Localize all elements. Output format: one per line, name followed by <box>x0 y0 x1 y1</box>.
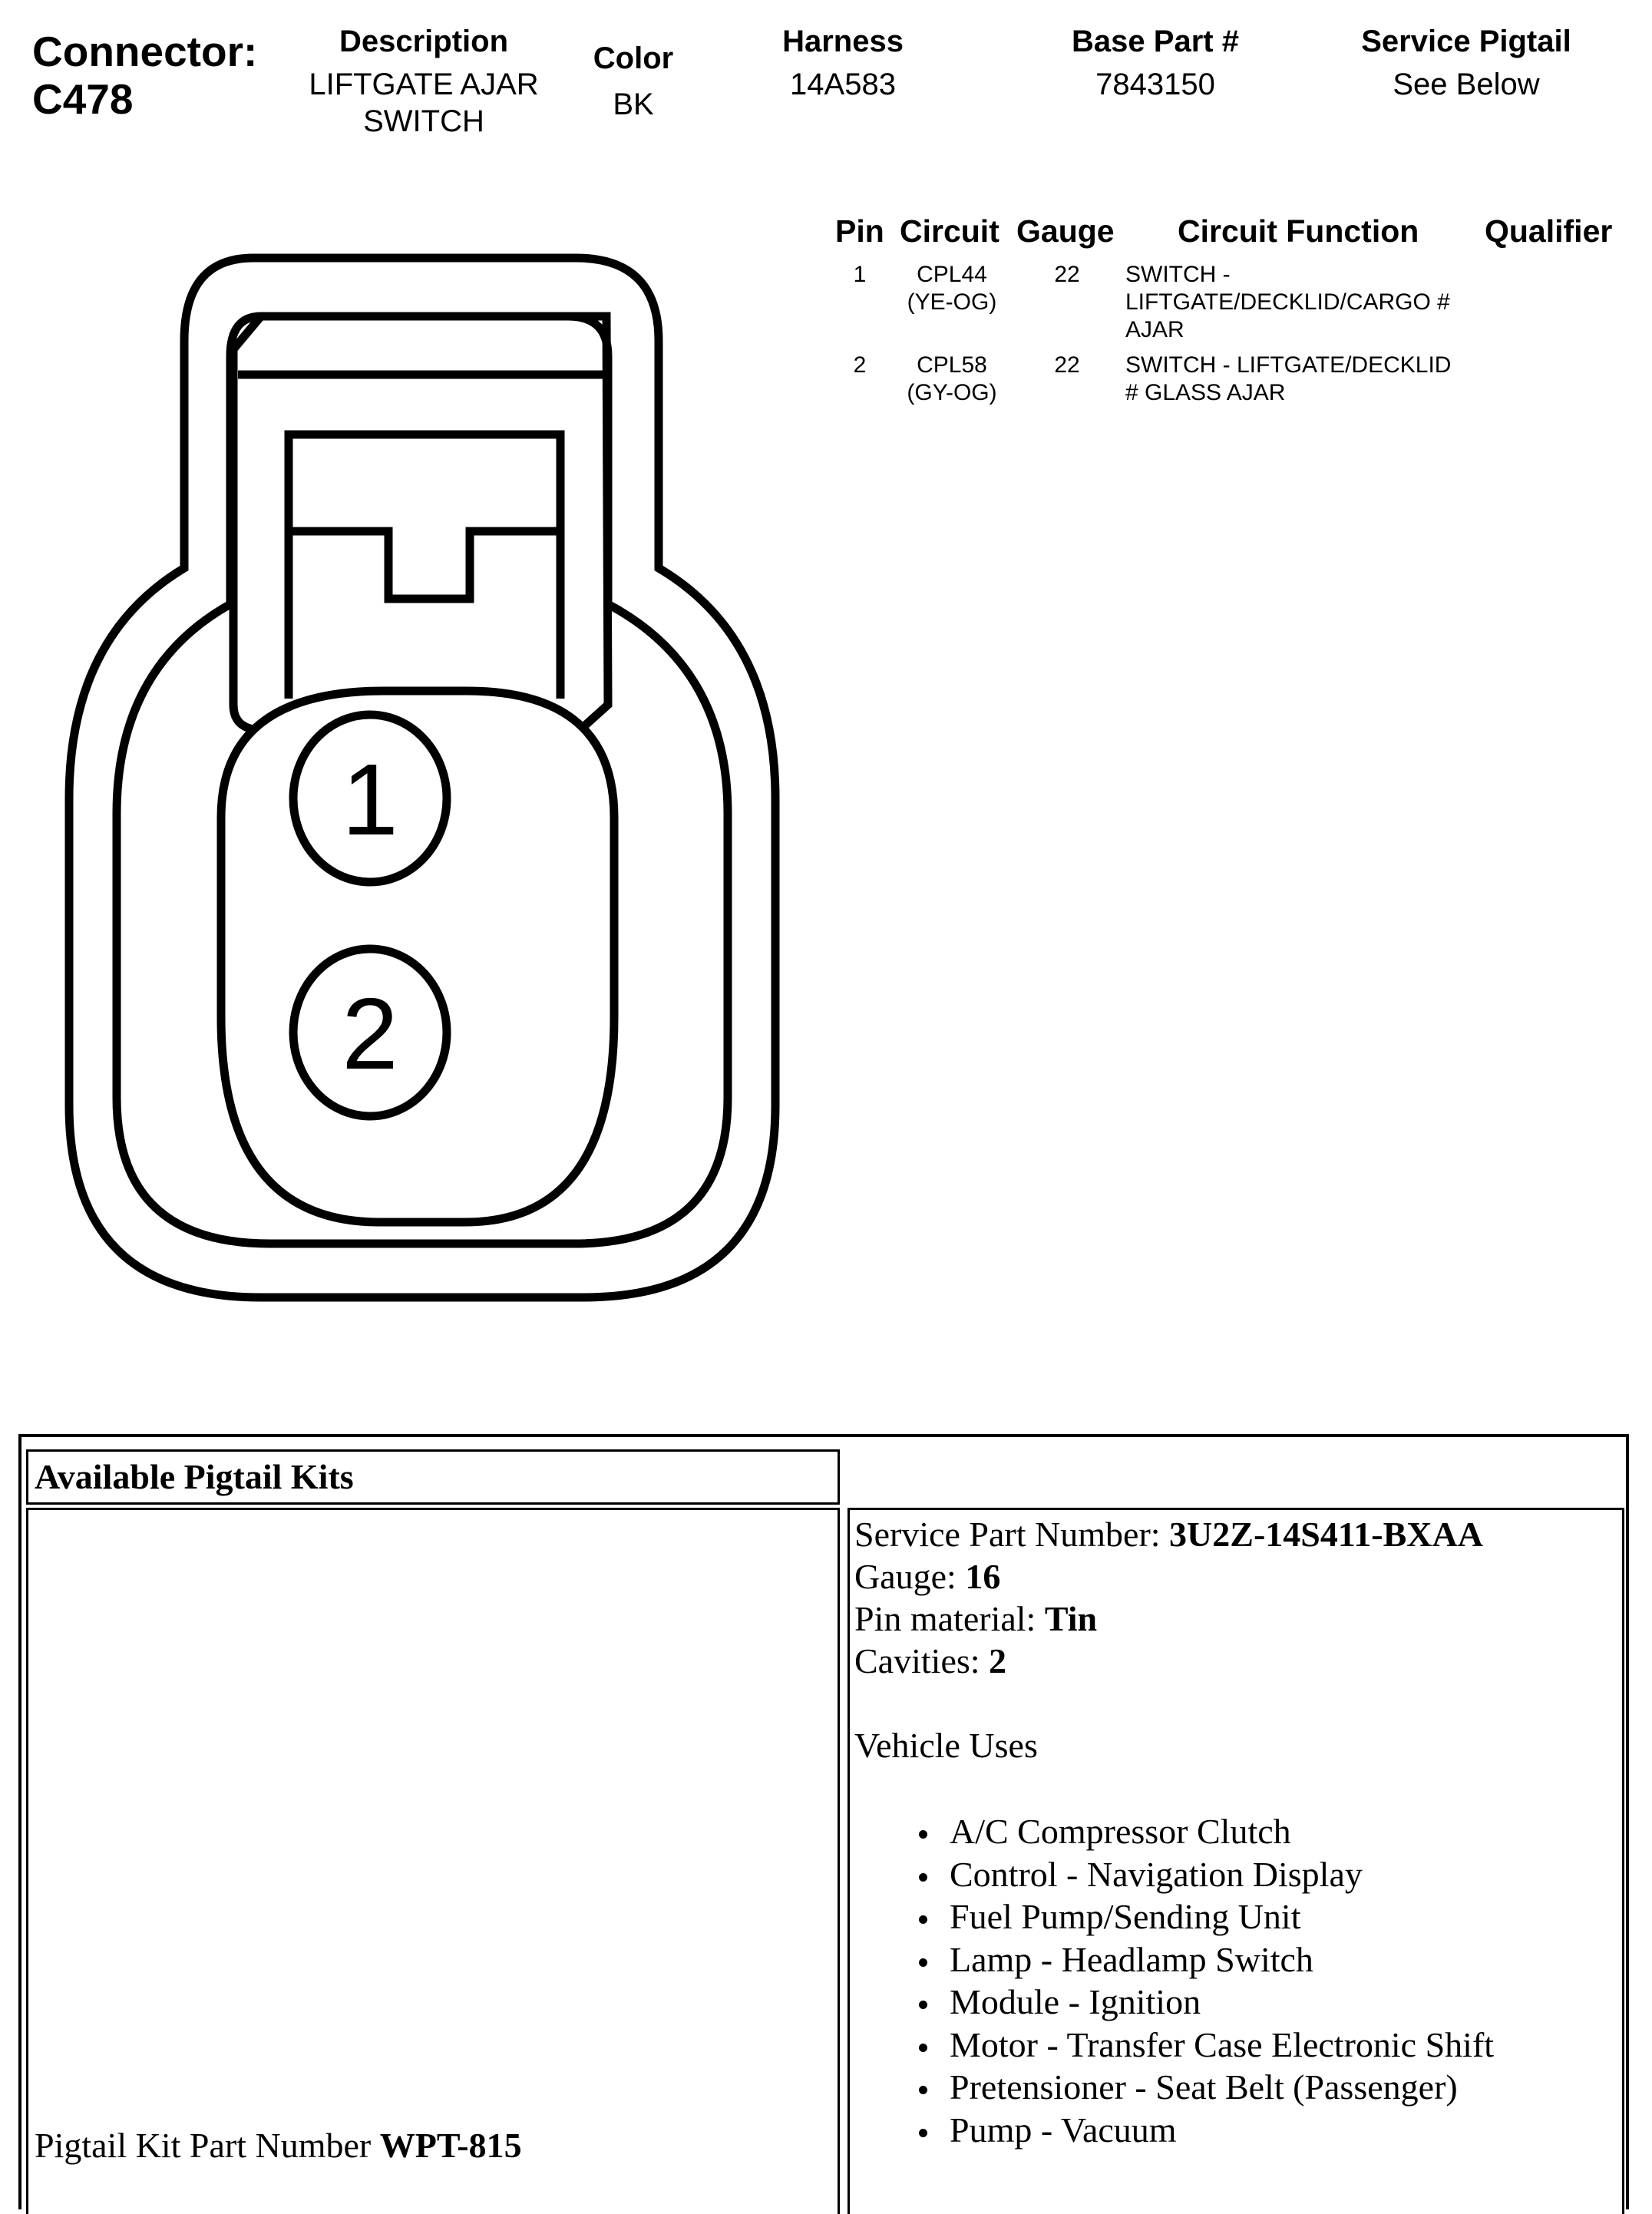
base-part-value: 7843150 <box>1095 68 1215 101</box>
housing-inner-outline <box>117 316 728 1244</box>
pin-2-function-line2: # GLASS AJAR <box>1125 380 1286 405</box>
list-item: Control - Navigation Display <box>854 1853 1494 1896</box>
pigtail-gauge <box>854 1555 1494 1598</box>
pin-2-number: 2 <box>853 352 867 378</box>
circuit-function-header: Circuit Function <box>1178 213 1419 249</box>
connector-face-diagram <box>0 230 814 1351</box>
kit-part-label: Pigtail Kit Part Number <box>35 2126 380 2165</box>
pin-material-label: Pin material: <box>854 1599 1045 1638</box>
pin-2-gauge: 22 <box>1054 352 1080 378</box>
harness-label: Harness <box>782 25 904 58</box>
pigtail-image-cell <box>26 1508 840 2214</box>
cavities-value: 2 <box>989 1641 1007 1680</box>
housing-outer-outline <box>69 258 775 1297</box>
pin-1-number: 1 <box>853 262 867 287</box>
color-label: Color <box>593 41 674 75</box>
kit-part-number <box>35 2124 522 2166</box>
circuit-header: Circuit <box>900 213 999 249</box>
latch-inner-outline <box>289 435 560 699</box>
pin-2-label: 2 <box>342 977 398 1090</box>
description-column <box>286 23 562 140</box>
description-value-line2: SWITCH <box>363 104 484 138</box>
pin-1-label: 1 <box>342 743 398 856</box>
qualifier-header: Qualifier <box>1485 213 1613 249</box>
pigtail-info-block <box>854 1513 1494 2151</box>
list-item: Module - Ignition <box>854 1981 1494 2024</box>
list-item: A/C Compressor Clutch <box>854 1810 1494 1853</box>
connector-label: Connector: <box>32 28 258 75</box>
pin-2-circuit <box>890 352 1013 407</box>
pin-2-circuit-code: CPL58 <box>917 352 987 378</box>
base-part-column <box>1029 23 1282 103</box>
list-item: Pretensioner - Seat Belt (Passenger) <box>854 2066 1494 2109</box>
pin-1-function <box>1125 261 1450 344</box>
pin-1-gauge: 22 <box>1054 262 1080 287</box>
list-item: Fuel Pump/Sending Unit <box>854 1895 1494 1938</box>
list-item: Pump - Vacuum <box>854 2109 1494 2152</box>
pin-1-circuit <box>890 261 1013 316</box>
pin-1-circuit-color: (YE-OG) <box>907 289 997 315</box>
connector-id: C478 <box>32 75 134 123</box>
base-part-label: Base Part # <box>1072 25 1239 58</box>
vehicle-uses-label: Vehicle Uses <box>854 1726 1038 1765</box>
pin-1-function-line1: SWITCH - <box>1125 262 1231 287</box>
pin-field-outline <box>221 691 614 1222</box>
service-part-label: Service Part Number: <box>854 1515 1170 1554</box>
pigtail-kits-title: Available Pigtail Kits <box>35 1457 354 1496</box>
pin-1-function-line3: AJAR <box>1125 317 1184 342</box>
cavities-label: Cavities: <box>854 1641 990 1680</box>
cavities <box>854 1640 1494 1682</box>
list-item: Motor - Transfer Case Electronic Shift <box>854 2024 1494 2067</box>
pigtail-gauge-label: Gauge: <box>854 1557 966 1596</box>
gauge-header: Gauge <box>1016 213 1115 249</box>
latch-notch <box>289 531 560 599</box>
connector-title <box>32 28 257 123</box>
service-part-value: 3U2Z-14S411-BXAA <box>1169 1515 1483 1554</box>
pin-material <box>854 1598 1494 1640</box>
service-part-number <box>854 1513 1494 1555</box>
list-item: Lamp - Headlamp Switch <box>854 1938 1494 1981</box>
pigtail-gauge-value: 16 <box>965 1557 1001 1596</box>
description-label: Description <box>339 25 509 58</box>
vehicle-uses-list <box>854 1810 1494 2151</box>
pin-2-function-line1: SWITCH - LIFTGATE/DECKLID <box>1125 352 1452 378</box>
harness-value: 14A583 <box>790 68 896 101</box>
description-value-line1: LIFTGATE AJAR <box>309 68 539 101</box>
service-pigtail-value: See Below <box>1393 68 1540 101</box>
pigtail-info-cell <box>847 1508 1624 2214</box>
color-column <box>560 40 706 123</box>
pigtail-kits-title-box <box>26 1449 840 1505</box>
service-pigtail-column <box>1328 23 1604 103</box>
pin-header: Pin <box>835 213 884 249</box>
harness-column <box>737 23 949 103</box>
pin-2-function <box>1125 352 1451 407</box>
pin-material-value: Tin <box>1044 1599 1098 1638</box>
pin-1-circuit-code: CPL44 <box>917 262 987 287</box>
pin-2-circuit-color: (GY-OG) <box>907 380 997 405</box>
service-pigtail-label: Service Pigtail <box>1361 25 1571 58</box>
color-value: BK <box>613 88 654 121</box>
pin-1-function-line2: LIFTGATE/DECKLID/CARGO # <box>1125 289 1450 315</box>
kit-part-value: WPT-815 <box>379 2126 522 2165</box>
